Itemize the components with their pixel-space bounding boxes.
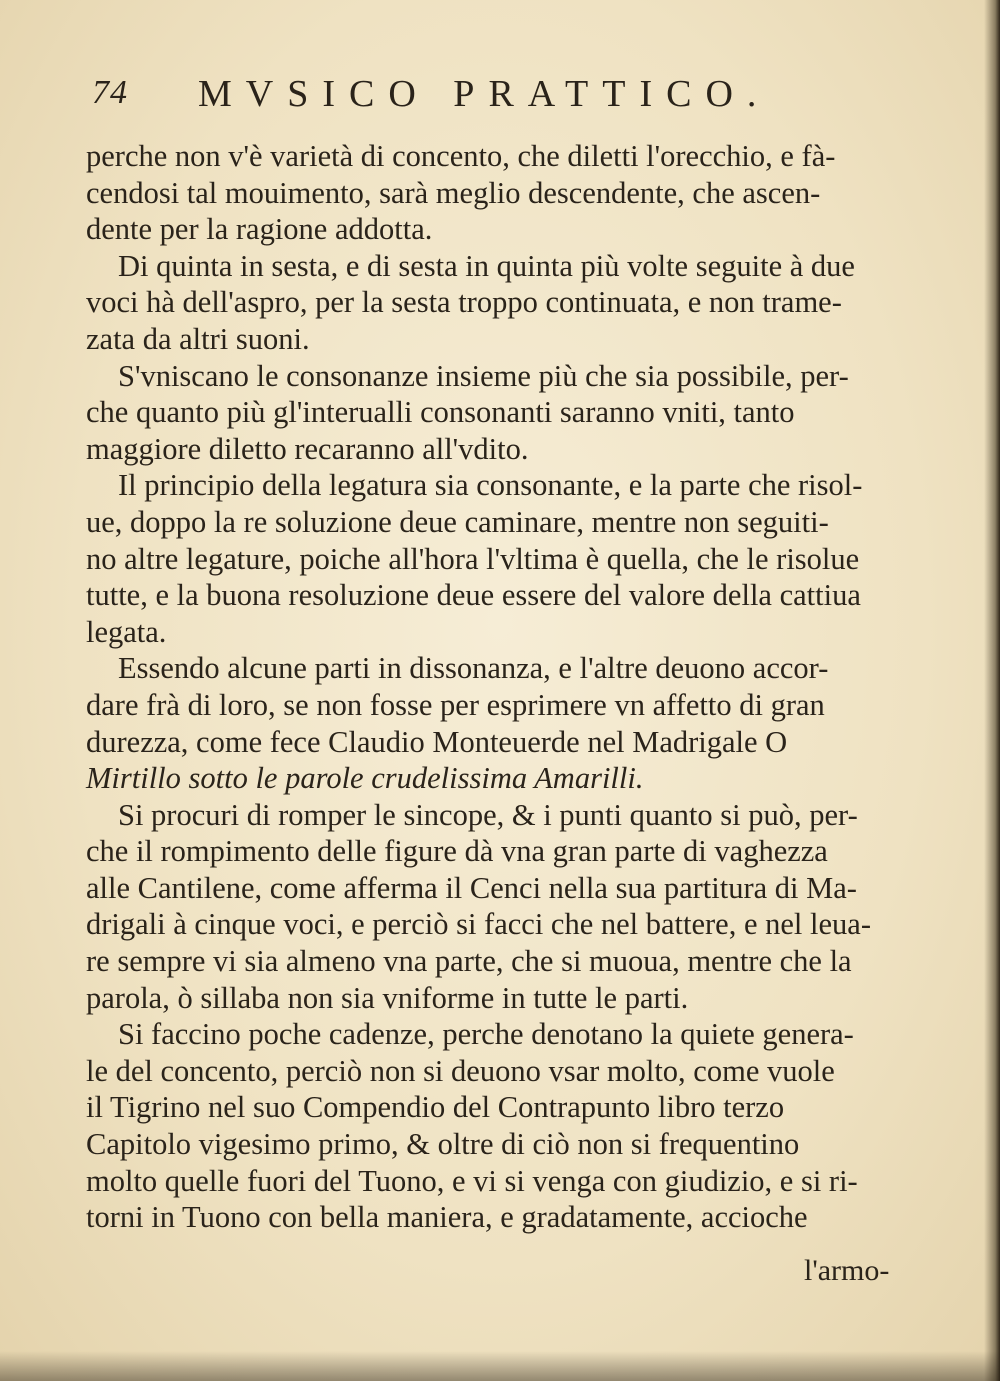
text-line: che quanto più gl'interualli consonanti saranno vniti, tanto <box>86 395 795 430</box>
text-line: parola, ò sillaba non sia vniforme in tutte le parti. <box>86 980 689 1015</box>
text-line: re sempre vi sia almeno vna parte, che si muoua, mentre che la <box>86 944 852 979</box>
catchword: l'armo- <box>804 1254 890 1287</box>
text-line: Si faccino poche cadenze, perche denotano la quiete genera- <box>118 1017 854 1052</box>
text-line: dente per la ragione addotta. <box>86 212 433 247</box>
text-line: cendosi tal mouimento, sarà meglio descendente, che ascen- <box>86 175 821 210</box>
text-line: che il rompimento delle figure dà vna gran parte di vaghezza <box>86 834 828 869</box>
text-line: perche non v'è varietà di concento, che diletti l'orecchio, e fà- <box>86 139 836 173</box>
text-line: tutte, e la buona resoluzione deue essere del valore della cattiua <box>86 578 861 613</box>
text-line: durezza, come fece Claudio Monteuerde nel Madrigale O <box>86 724 788 759</box>
text-line: legata. <box>86 614 167 649</box>
book-gutter-edge <box>984 0 1000 1381</box>
text-line: ue, doppo la re soluzione deue caminare, mentre non seguiti- <box>86 504 829 539</box>
text-line: Mirtillo sotto le parole crudelissima Amarilli. <box>86 761 644 796</box>
running-title: MVSICO PRATTICO. <box>198 73 771 115</box>
text-line: voci hà dell'aspro, per la sesta troppo continuata, e non trame- <box>86 285 842 320</box>
text-line: drigali à cinque voci, e perciò si facci che nel battere, e nel leua- <box>86 907 871 942</box>
text-line: Capitolo vigesimo primo, & oltre di ciò non si frequentino <box>86 1127 800 1162</box>
text-line: molto quelle fuori del Tuono, e vi si venga con giudizio, e si ri- <box>86 1163 858 1198</box>
page-bottom-shadow <box>0 1351 1000 1381</box>
text-line: dare frà di loro, se non fosse per esprimere vn affetto di gran <box>86 687 825 722</box>
text-line: Di quinta in sesta, e di sesta in quinta più volte seguite à due <box>118 248 855 283</box>
text-line: Il principio della legatura sia consonante, e la parte che risol- <box>118 468 863 503</box>
text-line: le del concento, perciò non si deuono vsar molto, come vuole <box>86 1053 835 1088</box>
page-header <box>92 68 912 118</box>
text-line: il Tigrino nel suo Compendio del Contrapunto libro terzo <box>86 1090 785 1125</box>
page-number: 74 <box>92 74 128 111</box>
text-line: no altre legature, poiche all'hora l'vltima è quella, che le risolue <box>86 541 860 576</box>
body-text <box>86 138 966 1236</box>
text-line: torni in Tuono con bella maniera, e gradatamente, accioche <box>86 1200 808 1235</box>
text-line: zata da altri suoni. <box>86 321 310 356</box>
text-line: Si procuri di romper le sincope, & i punti quanto si può, per- <box>118 797 858 832</box>
text-line: Essendo alcune parti in dissonanza, e l'altre deuono accor- <box>118 651 829 686</box>
text-line: S'vniscano le consonanze insieme più che sia possibile, per- <box>118 358 849 393</box>
text-line: alle Cantilene, come afferma il Cenci nella sua partitura di Ma- <box>86 870 857 905</box>
text-line: maggiore diletto recaranno all'vdito. <box>86 431 529 466</box>
